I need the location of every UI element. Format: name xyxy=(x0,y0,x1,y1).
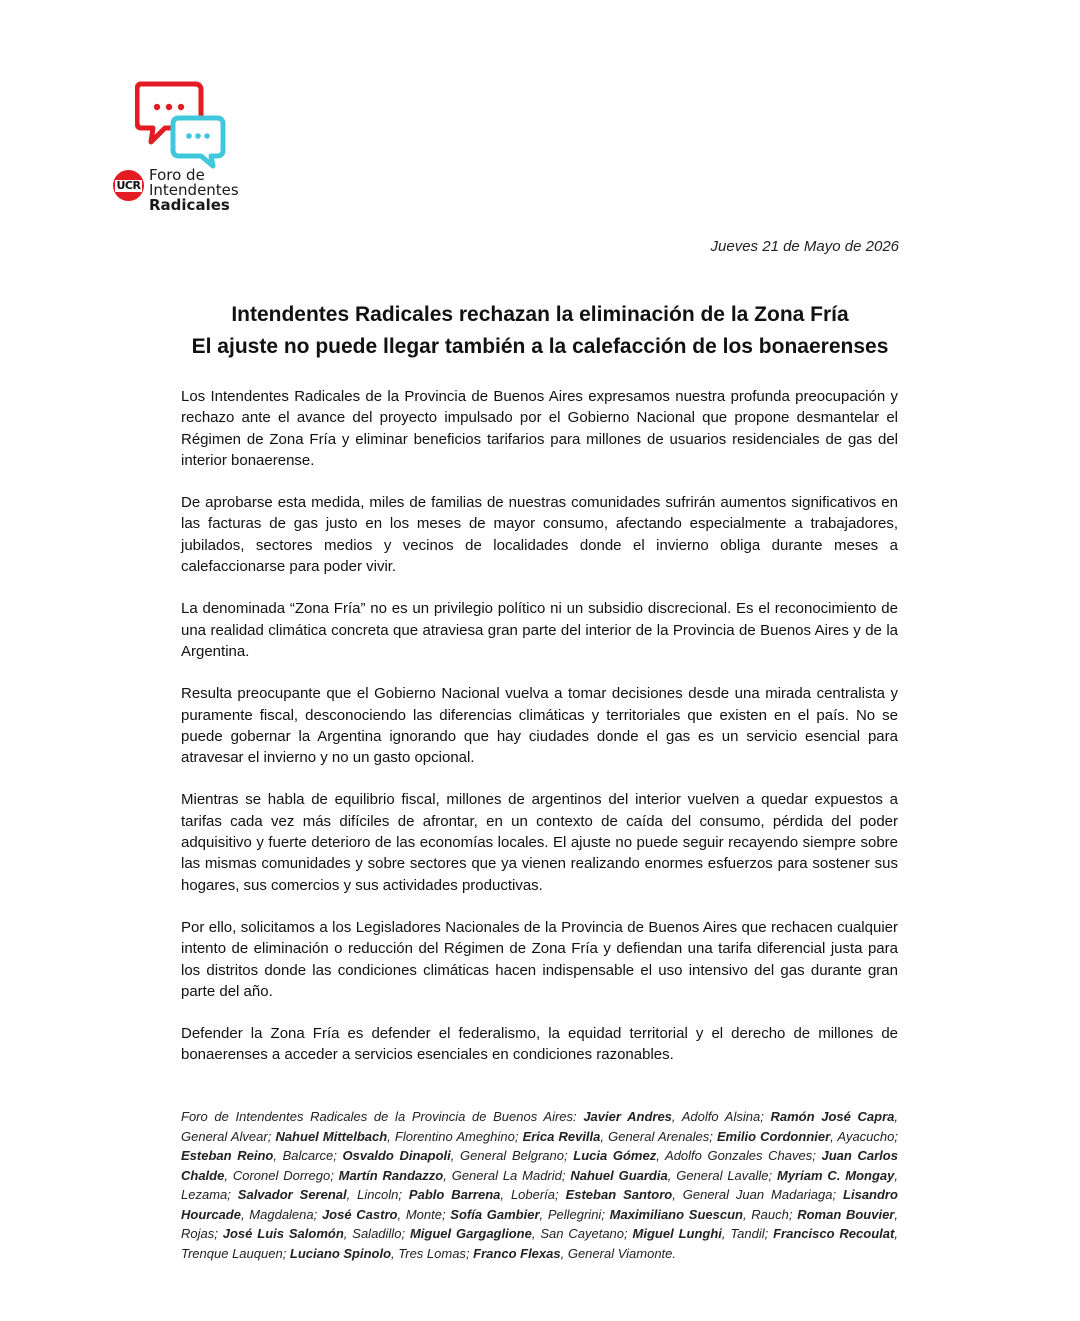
signatory-name: Myriam C. Mongay xyxy=(777,1167,895,1183)
signatory-name: Franco Flexas xyxy=(473,1245,561,1261)
signatory-district: Florentino Ameghino xyxy=(394,1128,515,1144)
ucr-badge: UCR xyxy=(113,170,144,201)
org-name-line3: Radicales xyxy=(149,196,230,214)
org-name-line2: Intendentes xyxy=(149,181,239,199)
org-name xyxy=(149,168,239,213)
logo xyxy=(113,78,243,218)
signatory-district: General La Madrid xyxy=(451,1167,562,1183)
paragraph: Mientras se habla de equilibrio fiscal, millones de argentinos del interior vuelven a quedar expuestos a tarifas cada vez más difíciles de afrontar, en un contexto de caída del consumo, pérdida del poder adquisitivo y fuerte deterioro de las economías locales. El ajuste no puede seguir recayendo siempre sobre las mismas comunidades y sobre sectores que ya vienen realizando enormes esfuerzos para sostener sus hogares, sus comercios y sus actividades productivas. xyxy=(181,791,898,894)
signatory-name: Nahuel Mittelbach xyxy=(275,1128,388,1144)
body-text xyxy=(181,386,898,1087)
signatory-name: Martín Randazzo xyxy=(338,1167,444,1183)
signatory-name: Lisandro Hourcade xyxy=(181,1187,898,1222)
signatory-district: Monte xyxy=(405,1206,442,1222)
signatory-district: General Juan Madariaga xyxy=(682,1187,833,1202)
signatory-district: General Lavalle xyxy=(676,1167,769,1183)
org-name-line1: Foro de xyxy=(149,166,205,184)
signatory-district: Ayacucho xyxy=(837,1128,895,1144)
title-line-1: Intendentes Radicales rechazan la eliminación de la Zona Fría xyxy=(231,303,849,326)
title-line-2: El ajuste no puede llegar también a la calefacción de los bonaerenses xyxy=(191,335,889,358)
signatory-name: Salvador Serenal xyxy=(237,1187,347,1202)
signatories xyxy=(181,1107,898,1263)
signatory-district: Pellegrini xyxy=(547,1206,602,1222)
signatory-district: Rojas xyxy=(181,1226,215,1241)
signatory-name: José Luis Salomón xyxy=(222,1226,344,1241)
signatory-district: Lezama xyxy=(181,1187,228,1202)
signatory-name: Emilio Cordonnier xyxy=(717,1128,831,1144)
signatory-name: Nahuel Guardia xyxy=(570,1167,668,1183)
signatory-district: Magdalena xyxy=(249,1206,314,1222)
signatory-name: Miguel Gargaglione xyxy=(409,1226,532,1241)
signatory-district: Lobería xyxy=(510,1187,556,1202)
signatory-district: Lincoln xyxy=(357,1187,399,1202)
paragraph: Por ello, solicitamos a los Legisladores Nacionales de la Provincia de Buenos Aires que rechacen cualquier intento de eliminación o reducción del Régimen de Zona Fría y defiendan una tarifa diferencial justa para los distritos donde las condiciones climáticas hacen indispensable el uso intensivo del gas durante gran parte del año. xyxy=(181,918,898,1000)
signatory-district: Tandil xyxy=(730,1226,765,1241)
document-date: Jueves 21 de Mayo de 2026 xyxy=(710,238,899,255)
signatory-name: Miguel Lunghi xyxy=(632,1226,722,1241)
signatory-district: Saladillo xyxy=(352,1226,402,1241)
signatory-district: San Cayetano xyxy=(540,1226,625,1241)
signatory-district: Tres Lomas xyxy=(398,1245,466,1261)
signatory-district: General Alvear xyxy=(181,1128,268,1144)
paragraph: La denominada “Zona Fría” no es un privilegio político ni un subsidio discrecional. Es el reconocimiento de una realidad climática concreta que atraviesa gran parte del interior de la Provincia de Buenos Aires y de la Argentina. xyxy=(181,600,898,660)
paragraph: Resulta preocupante que el Gobierno Nacional vuelva a tomar decisiones desde una mirada centralista y puramente fiscal, desconociendo las diferencias climáticas y territoriales que existen en el país. No se puede gobernar la Argentina ignorando que hay ciudades donde el gas es un servicio esencial para atravesar el invierno y no un gasto opcional. xyxy=(181,685,898,767)
signatory-name: Juan Carlos Chalde xyxy=(181,1148,898,1183)
signatory-name: Luciano Spinolo xyxy=(289,1245,392,1261)
signatory-name: Sofía Gambier xyxy=(450,1206,540,1222)
signatory-name: Francisco Recoulat xyxy=(773,1226,895,1241)
paragraph: De aprobarse esta medida, miles de familias de nuestras comunidades sufrirán aumentos significativos en las facturas de gas justo en los meses de mayor consumo, afectando especialmente a trabajadores, jubilados, sectores medios y vecinos de localidades donde el invierno obliga durante meses a calefaccionarse para poder vivir. xyxy=(181,494,898,576)
signatory-district: Rauch xyxy=(751,1206,789,1222)
signatory-district: Balcarce xyxy=(282,1148,334,1163)
signatory-name: Ramón José Capra xyxy=(770,1109,895,1124)
signatories-list: Javier Andres, Adolfo Alsina; Ramón José Capra, General Alvear; Nahuel Mittelbach, Florentino Ameghino; Erica Revilla, General Arenales; Emilio Cordonnier, Ayacucho; Esteban Reino, Balcarce; Osvaldo Dinapoli, General Belgrano; Lucia Gómez, Adolfo Gonzales Chaves; Juan Carlos Chalde, Coronel Dorrego; Martín Randazzo, General La Madrid; Nahuel Guardia, General Lavalle; Myriam C. Mongay, Lezama; Salvador Serenal, Lincoln; Pablo Barrena, Lobería; Esteban Santoro, General Juan Madariaga; Lisandro Hourcade, Magdalena; José Castro, Monte; Sofía Gambier, Pellegrini; Maximiliano Suescun, Rauch; Roman Bouvier, Rojas; José Luis Salomón, Saladillo; Miguel Gargaglione, San Cayetano; Miguel Lunghi, Tandil; Francisco Recoulat, Trenque Lauquen; Luciano Spinolo, Tres Lomas; Franco Flexas, General Viamonte. xyxy=(181,1109,898,1261)
signatory-district: General Belgrano xyxy=(460,1148,564,1163)
signatory-name: Roman Bouvier xyxy=(797,1206,895,1222)
signatory-district: General Viamonte xyxy=(567,1245,673,1261)
signatory-district: Adolfo Alsina xyxy=(681,1109,761,1124)
signatory-name: José Castro xyxy=(321,1206,398,1222)
paragraph: Defender la Zona Fría es defender el federalismo, la equidad territorial y el derecho de millones de bonaerenses a acceder a servicios esenciales en condiciones razonables. xyxy=(181,1025,898,1064)
signatory-name: Pablo Barrena xyxy=(408,1187,501,1202)
signatories-intro: Foro de Intendentes Radicales de la Provincia de Buenos Aires: xyxy=(181,1109,577,1124)
signatory-name: Esteban Reino xyxy=(181,1148,274,1163)
signatory-district: Coronel Dorrego xyxy=(232,1167,331,1183)
signatory-name: Erica Revilla xyxy=(522,1128,601,1144)
signatory-district: Adolfo Gonzales Chaves xyxy=(665,1148,813,1163)
signatory-district: Trenque Lauquen xyxy=(181,1245,283,1261)
signatory-name: Osvaldo Dinapoli xyxy=(342,1148,451,1163)
signatory-district: General Arenales xyxy=(608,1128,710,1144)
paragraph: Los Intendentes Radicales de la Provincia de Buenos Aires expresamos nuestra profunda preocupación y rechazo ante el avance del proyecto impulsado por el Gobierno Nacional que propone desmantelar el Régimen de Zona Fría y eliminar beneficios tarifarios para millones de usuarios residenciales de gas del interior bonaerense. xyxy=(181,388,898,469)
speech-bubbles-icon xyxy=(135,78,227,170)
signatory-name: Javier Andres xyxy=(583,1109,672,1124)
signatory-name: Esteban Santoro xyxy=(565,1187,673,1202)
signatory-name: Maximiliano Suescun xyxy=(609,1206,743,1222)
signatory-name: Lucia Gómez xyxy=(573,1148,657,1163)
